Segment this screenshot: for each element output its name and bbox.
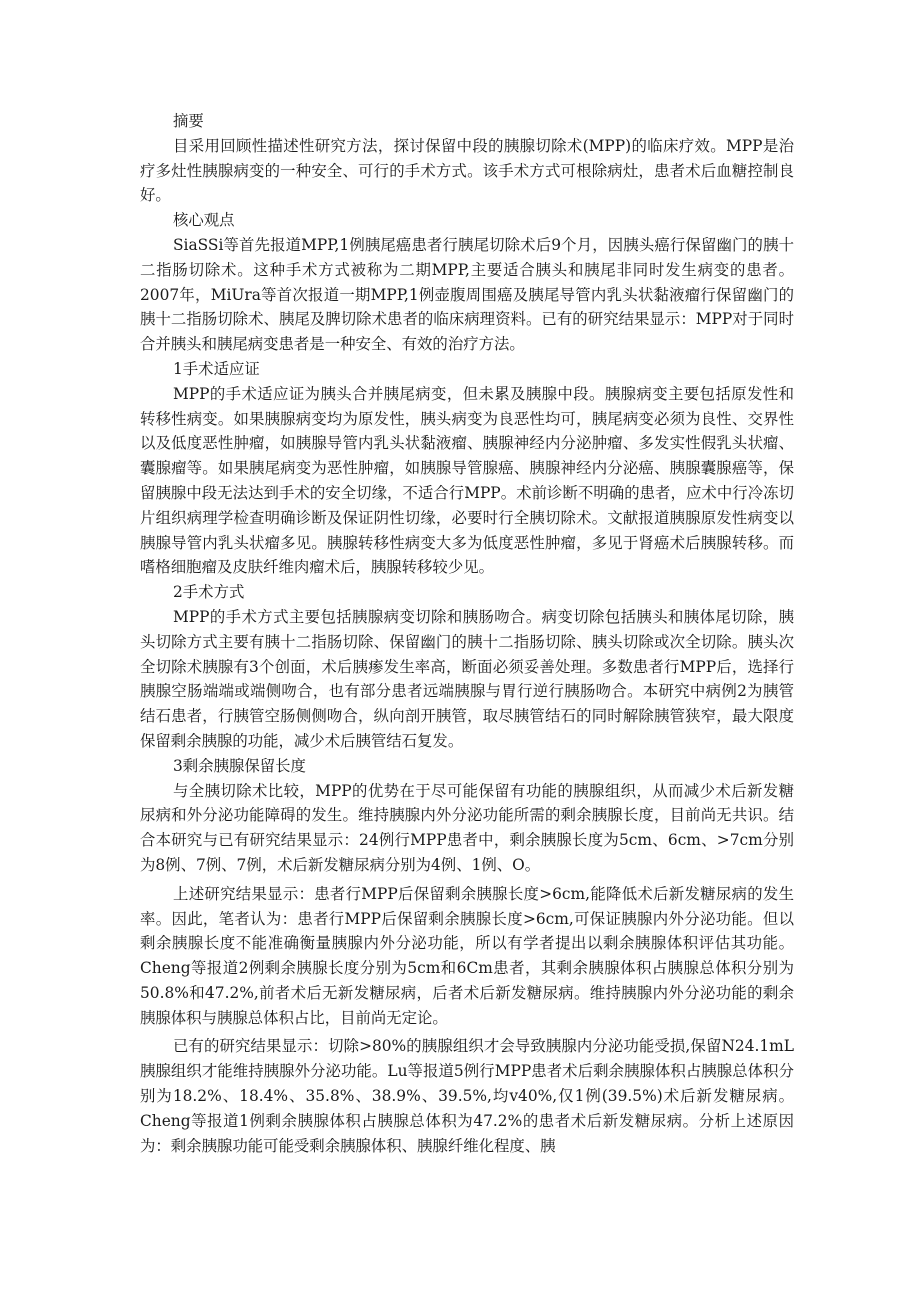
section-heading-remnant-length: 3剩余胰腺保留长度 xyxy=(173,756,306,775)
core-views-paragraph: SiaSSi等首先报道MPP,1例胰尾癌患者行胰尾切除术后9个月，因胰头癌行保留幽门的胰十二指肠切除术。这种手术方式被称为二期MPP,主要适合胰头和胰尾非同时发生病变的患者。2007年，MiUra等首次报道一期MPP,1例壶腹周围癌及胰尾导管内乳头状黏液瘤行保留幽门的胰十二指肠切除术、胰尾及脾切除术患者的临床病理资料。已有的研究结果显示：MPP对于同时合并胰头和胰尾病变患者是一种安全、有效的治疗方法。 xyxy=(140,235,794,354)
document-body xyxy=(140,109,794,1158)
section-heading-abstract: 摘要 xyxy=(173,112,204,130)
remnant-length-paragraph-1: 与全胰切除术比较，MPP的优势在于尽可能保留有功能的胰腺组织，从而减少术后新发糖尿病和外分泌功能障碍的发生。维持胰腺内外分泌功能所需的剩余胰腺长度，目前尚无共识。结合本研究与已有研究结果显示：24例行MPP患者中，剩余胰腺长度为5cm、6cm、>7cm分别为8例、7例、7例，术后新发糖尿病分别为4例、1例、O。 xyxy=(140,781,794,874)
remnant-length-paragraph-3: 已有的研究结果显示：切除>80%的胰腺组织才会导致胰腺内分泌功能受损,保留N24.1mL胰腺组织才能维持胰腺外分泌功能。Lu等报道5例行MPP患者术后剩余胰腺体积占胰腺总体积分别为18.2%、18.4%、35.8%、38.9%、39.5%,均v40%,仅1例(39.5%)术后新发糖尿病。Cheng等报道1例剩余胰腺体积占胰腺总体积为47.2%的患者术后新发糖尿病。分析上述原因为：剩余胰腺功能可能受剩余胰腺体积、胰腺纤维化程度、胰 xyxy=(140,1037,794,1155)
section-heading-surgical-method: 2手术方式 xyxy=(173,583,245,602)
surgical-method-paragraph: MPP的手术方式主要包括胰腺病变切除和胰肠吻合。病变切除包括胰头和胰体尾切除，胰头切除方式主要有胰十二指肠切除、保留幽门的胰十二指肠切除、胰头切除或次全切除。胰头次全切除术胰腺有3个创面，术后胰瘆发生率高，断面必须妥善处理。多数患者行MPP后，选择行胰腺空肠端端或端侧吻合，也有部分患者远端胰腺与胃行逆行胰肠吻合。本研究中病例2为胰管结石患者，行胰管空肠侧侧吻合，纵向剖开胰管，取尽胰管结石的同时解除胰管狭窄，最大限度保留剩余胰腺的功能，减少术后胰管结石复发。 xyxy=(140,607,794,750)
indications-paragraph: MPP的手术适应证为胰头合并胰尾病变，但未累及胰腺中段。胰腺病变主要包括原发性和转移性病变。如果胰腺病变均为原发性，胰头病变为良恶性均可，胰尾病变必须为良性、交界性以及低度恶性肿瘤，如胰腺导管内乳头状黏液瘤、胰腺神经内分泌肿瘤、多发实性假乳头状瘤、囊腺瘤等。如果胰尾病变为恶性肿瘤，如胰腺导管腺癌、胰腺神经内分泌癌、胰腺囊腺癌等，保留胰腺中段无法达到手术的安全切缘，不适合行MPP。术前诊断不明确的患者，应术中行冷冻切片组织病理学检查明确诊断及保证阴性切缘，必要时行全胰切除术。文献报道胰腺原发性病变以胰腺导管内乳头状瘤多见。胰腺转移性病变大多为低度恶性肿瘤，多见于肾癌术后胰腺转移。而嗜格细胞瘤及皮肤纤维肉瘤术后，胰腺转移较少见。 xyxy=(140,384,794,577)
abstract-paragraph: 目采用回顾性描述性研究方法，探讨保留中段的胰腺切除术(MPP)的临床疗效。MPP是治疗多灶性胰腺病变的一种安全、可行的手术方式。该手术方式可根除病灶，患者术后血糖控制良好。 xyxy=(140,136,794,205)
remnant-length-paragraph-2: 上述研究结果显示：患者行MPP后保留剩余胰腺长度>6cm,能降低术后新发糖尿病的发生率。因此，笔者认为：患者行MPP后保留剩余胰腺长度>6cm,可保证胰腺内外分泌功能。但以剩余胰腺长度不能准确衡量胰腺内外分泌功能，所以有学者提出以剩余胰腺体积评估其功能。Cheng等报道2例剩余胰腺长度分别为5cm和6Cm患者，其剩余胰腺体积占胰腺总体积分别为50.8%和47.2%,前者术后无新发糖尿病，后者术后新发糖尿病。维持胰腺内外分泌功能的剩余胰腺体积与胰腺总体积占比，目前尚无定论。 xyxy=(140,884,794,1027)
section-heading-indications: 1手术适应证 xyxy=(173,359,260,378)
section-heading-core-views: 核心观点 xyxy=(173,211,235,230)
